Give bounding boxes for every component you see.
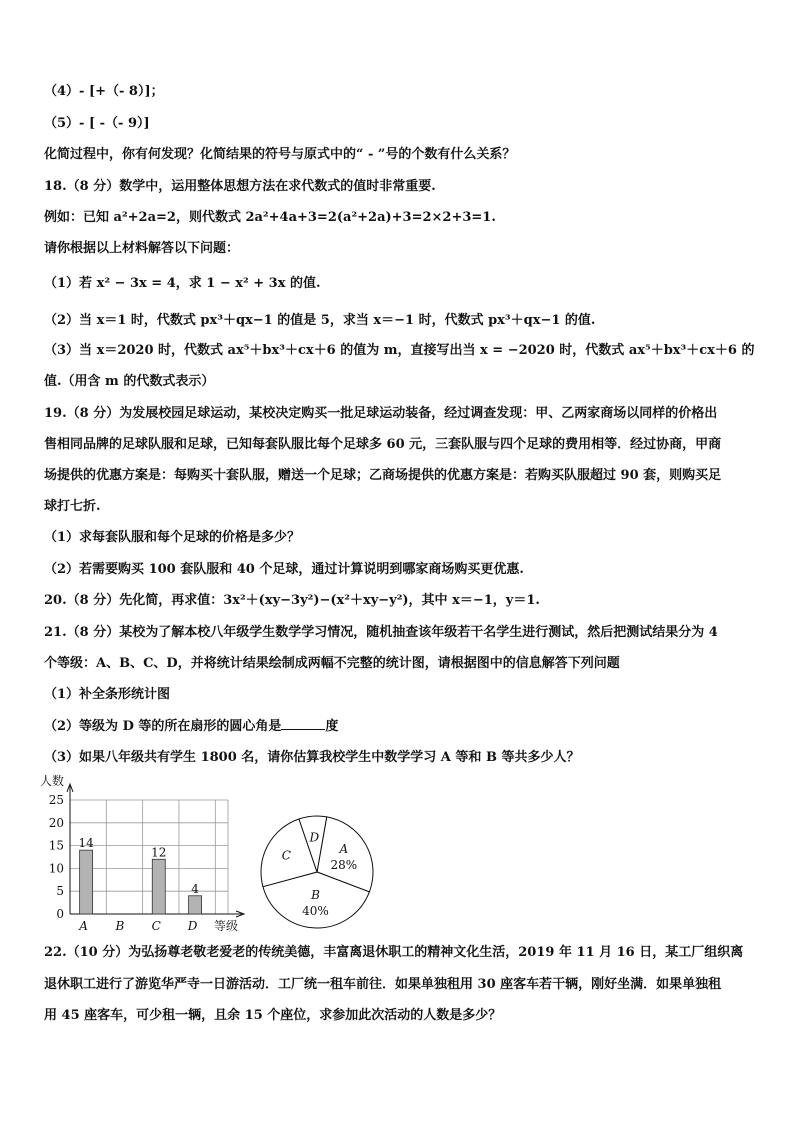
pie-slice-label: A bbox=[339, 841, 349, 856]
q19-part2: （2）若需要购买 100 套队服和 40 个足球，通过计算说明到哪家商场购买更优惠. bbox=[44, 562, 524, 577]
bar-chart-ylabel: 人数 bbox=[40, 774, 65, 788]
y-tick-label: 20 bbox=[48, 815, 64, 830]
y-tick-label: 25 bbox=[48, 793, 64, 807]
q18-ask: 请你根据以上材料解答以下问题： bbox=[44, 241, 240, 256]
y-tick-label: 0 bbox=[56, 907, 64, 921]
q22-line1: 22.（10 分）为弘扬尊老敬老爱老的传统美德，丰富离退休职工的精神文化生活，2019 年 11 月 16 日，某工厂组织离 bbox=[44, 945, 744, 960]
q19-part1: （1）求每套队服和每个足球的价格是多少？ bbox=[44, 530, 301, 545]
q19-line1: 19.（8 分）为发展校园足球运动，某校决定购买一批足球运动装备，经过调查发现：甲、乙两家商场以同样的价格出 bbox=[44, 406, 718, 421]
q18-head: 18.（8 分）数学中，运用整体思想方法在求代数式的值时非常重要. bbox=[44, 179, 436, 194]
q18-part3-line2: 值.（用含 m 的代数式表示） bbox=[44, 374, 215, 389]
bar-data-label: 14 bbox=[78, 836, 94, 851]
q21-line1: 21.（8 分）某校为了解本校八年级学生数学学习情况，随机抽查该年级若干名学生进行测试，然后把测试结果分为 4 bbox=[44, 625, 718, 640]
q21-part2-unit: 度 bbox=[325, 719, 339, 734]
q20: 20.（8 分）先化简，再求值：3x²＋(xy−3y²)−(x²＋xy−y²)，其中 x＝−1，y＝1. bbox=[44, 593, 540, 608]
y-tick-label: 10 bbox=[48, 861, 64, 876]
q19-line2: 售相同品牌的足球队服和足球，已知每套队服比每个足球多 60 元，三套队服与四个足球的费用相等．经过协商，甲商 bbox=[44, 437, 722, 452]
x-category-label: D bbox=[187, 919, 198, 933]
bar-A bbox=[80, 850, 93, 914]
q22-line3: 用 45 座客车，可少租一辆，且余 15 个座位，求参加此次活动的人数是多少？ bbox=[44, 1008, 502, 1023]
pie-slice-label: C bbox=[281, 848, 291, 863]
bar-chart-xlabel: 等级 bbox=[214, 919, 239, 933]
y-tick-label: 5 bbox=[56, 884, 64, 899]
item-4: （4）- [+（- 8）]； bbox=[44, 84, 164, 99]
pie-slice-label: B bbox=[311, 887, 320, 902]
q21-line2: 个等级：A、B、C、D，并将统计结果绘制成两幅不完整的统计图，请根据图中的信息解答下列问题 bbox=[44, 656, 620, 671]
q19-line4: 球打七折. bbox=[44, 499, 101, 514]
bar-chart bbox=[30, 770, 260, 935]
pie-chart bbox=[255, 810, 380, 935]
q18-part3-line1: （3）当 x＝2020 时，代数式 ax⁵＋bx³＋cx＋6 的值为 m，直接写出当 x = −2020 时，代数式 ax⁵＋bx³＋cx＋6 的 bbox=[44, 343, 755, 358]
bar-data-label: 4 bbox=[191, 881, 199, 896]
answer-blank[interactable] bbox=[281, 717, 325, 730]
bar-data-label: 12 bbox=[151, 845, 167, 860]
discovery-question: 化简过程中，你有何发现？化简结果的符号与原式中的“ - ”号的个数有什么关系？ bbox=[44, 147, 516, 162]
q18-part1: （1）若 x² − 3x = 4，求 1 − x² + 3x 的值. bbox=[44, 276, 321, 291]
q18-part2: （2）当 x＝1 时，代数式 px³＋qx−1 的值是 5，求当 x＝−1 时，代数式 px³＋qx−1 的值. bbox=[44, 313, 596, 328]
pie-slice-percent: 28% bbox=[330, 857, 358, 872]
q19-line3: 场提供的优惠方案是：每购买十套队服，赠送一个足球；乙商场提供的优惠方案是：若购买队服超过 90 套，则购买足 bbox=[44, 468, 722, 483]
q22-line2: 退休职工进行了游览华严寺一日游活动．工厂统一租车前往．如果单独租用 30 座客车若干辆，刚好坐满．如果单独租 bbox=[44, 977, 722, 992]
x-category-label: B bbox=[115, 919, 125, 933]
q21-part3: （3）如果八年级共有学生 1800 名，请你估算我校学生中数学学习 A 等和 B 等共多少人？ bbox=[44, 750, 580, 765]
pie-slice-label: D bbox=[309, 830, 320, 845]
item-5: （5）- [ -（- 9）] bbox=[44, 116, 150, 131]
q18-example: 例如：已知 a²+2a=2，则代数式 2a²+4a+3=2(a²+2a)+3=2×2+3=1. bbox=[44, 210, 496, 225]
q21-part2-text: （2）等级为 D 等的所在扇形的圆心角是 bbox=[44, 719, 282, 734]
x-category-label: C bbox=[151, 919, 161, 933]
q21-part2 bbox=[44, 717, 338, 736]
bar-D bbox=[189, 896, 202, 914]
pie-slice-percent: 40% bbox=[302, 903, 329, 918]
q21-part1: （1）补全条形统计图 bbox=[44, 687, 171, 702]
bar-C bbox=[152, 859, 165, 914]
x-category-label: A bbox=[79, 919, 88, 933]
y-tick-label: 15 bbox=[48, 838, 64, 853]
